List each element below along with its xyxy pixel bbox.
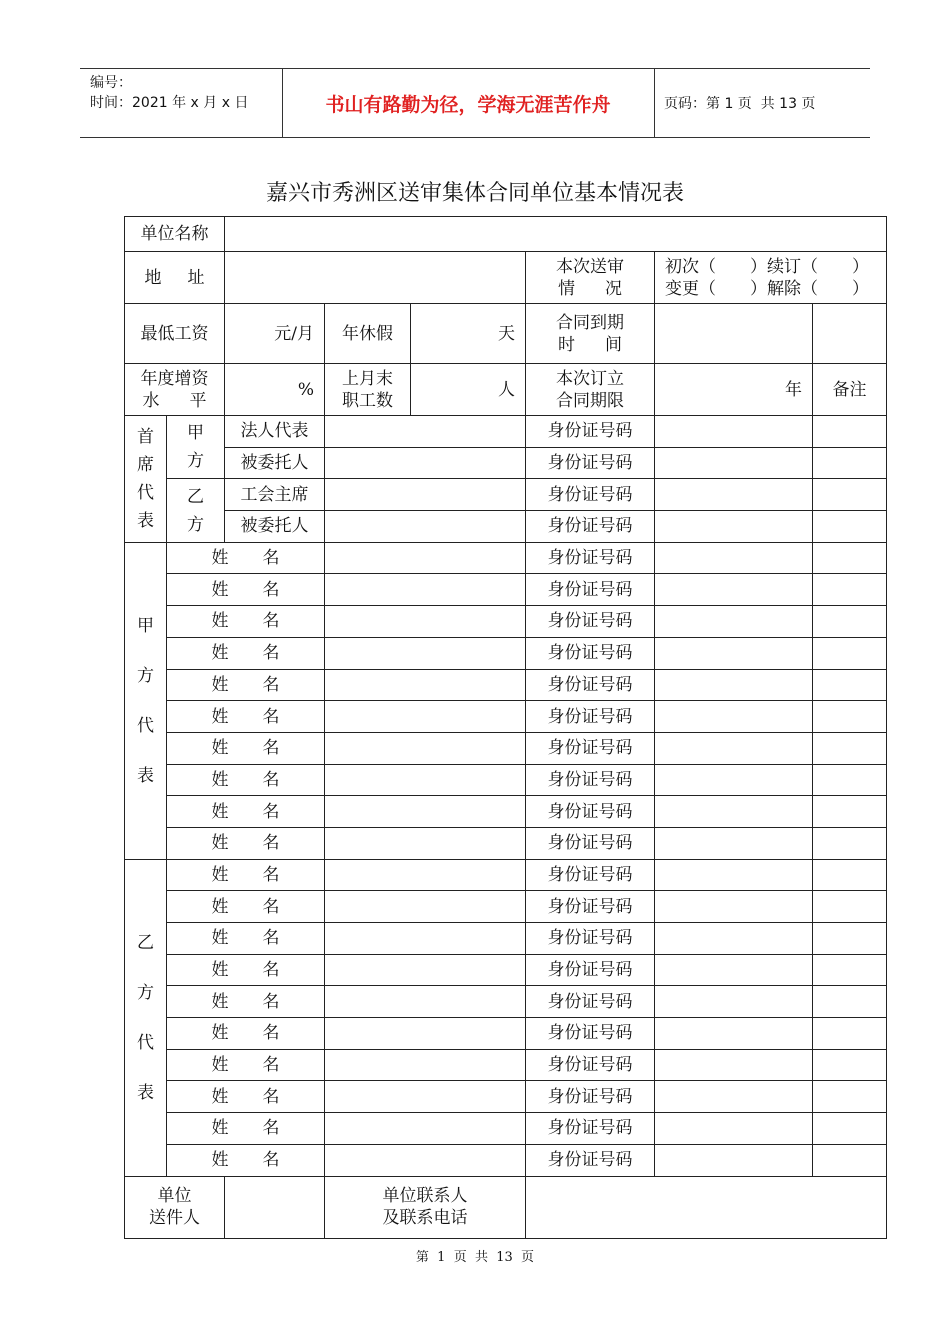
name-field[interactable] [325,954,526,986]
name-label [167,954,325,986]
table-row [125,364,887,416]
table-row [125,606,887,638]
name-label [167,1081,325,1113]
name-field[interactable] [325,1049,526,1081]
id-number-label: 身份证号码 [526,859,655,891]
name-field[interactable] [325,827,526,859]
name-label-a: 姓 [211,1150,229,1171]
id-number-field[interactable] [655,1081,813,1113]
id-number-field[interactable] [655,986,813,1018]
annual-raise-line2 [125,390,224,412]
page-title: 嘉兴市秀洲区送审集体合同单位基本情况表 [265,181,684,206]
name-field[interactable] [325,796,526,828]
name-field[interactable] [325,891,526,923]
union-chair-label: 工会主席 [225,479,325,511]
id-number-field[interactable] [655,701,813,733]
chief-rep-char: 代 [137,482,154,503]
name-field[interactable] [325,1113,526,1145]
extra-field[interactable] [813,986,887,1018]
name-label-b: 名 [262,833,280,854]
party-a-char: 方 [187,451,204,472]
name-label-a: 姓 [211,643,229,664]
name-field[interactable] [325,859,526,891]
name-label-b: 名 [262,1118,280,1139]
name-field[interactable] [325,542,526,574]
submission-status-b2: 况 [605,278,622,299]
name-label [167,1049,325,1081]
id-number-label: 身份证号码 [526,1049,655,1081]
extra-field[interactable] [813,827,887,859]
address-label-a: 地 [144,267,162,288]
party-a-char: 甲 [187,423,204,444]
extra-field[interactable] [813,542,887,574]
name-field[interactable] [325,923,526,955]
id-number-field[interactable] [655,827,813,859]
party-b-char: 方 [187,514,204,535]
name-label-b: 名 [262,643,280,664]
table-row [125,447,887,479]
remark-label: 备注 [813,364,887,416]
id-number-field[interactable] [655,732,813,764]
extra-field[interactable] [813,701,887,733]
party-b-rep-char: 表 [137,1082,154,1103]
id-number-label: 身份证号码 [526,796,655,828]
extra-field[interactable] [813,574,887,606]
id-number-field[interactable] [655,574,813,606]
contact-line2: 及联系电话 [382,1208,468,1228]
id-number-field[interactable] [655,891,813,923]
name-label-a: 姓 [211,960,229,981]
contract-term-field[interactable]: 年 [655,364,813,416]
party-a-rep-char: 代 [137,715,154,736]
name-label-a: 姓 [211,548,229,569]
contract-expiry-b1: 时 [558,334,575,355]
table-row [125,416,887,448]
name-label-a: 姓 [211,674,229,695]
name-label-b: 名 [262,896,280,917]
extra-field[interactable] [813,669,887,701]
basic-info-table [124,216,887,1239]
name-label-a: 姓 [211,1055,229,1076]
table-row [125,796,887,828]
name-label-a: 姓 [211,769,229,790]
extra-field[interactable] [813,637,887,669]
annual-leave-label: 年休假 [325,304,411,364]
legal-rep-name-field[interactable] [325,416,526,448]
table-row [125,923,887,955]
name-label [167,796,325,828]
staff-count-field[interactable]: 人 [411,364,526,416]
name-label-a: 姓 [211,896,229,917]
name-label [167,732,325,764]
party-b-char: 乙 [187,486,204,507]
table-row [125,732,887,764]
table-row [125,891,887,923]
name-label-b: 名 [262,1023,280,1044]
table-row [125,511,887,543]
table-row [125,1144,887,1176]
extra-field[interactable] [813,954,887,986]
id-number-label: 身份证号码 [526,1144,655,1176]
address-label-b: 址 [187,267,205,288]
id-number-label: 身份证号码 [526,1018,655,1050]
name-label-a: 姓 [211,833,229,854]
option-change-terminate[interactable]: 变更（ ）解除（ ） [665,278,869,299]
annual-raise-field[interactable]: % [225,364,325,416]
table-row [125,252,887,304]
document-date: 时间：2021 年 x 月 x 日 [90,95,249,111]
party-a-rep-char: 方 [137,665,154,686]
name-label [167,827,325,859]
name-label [167,542,325,574]
name-field[interactable] [325,1144,526,1176]
entrusted-label: 被委托人 [225,447,325,479]
annual-raise-b2: 平 [189,390,207,411]
extra-field[interactable] [813,416,887,448]
id-number-label: 身份证号码 [526,732,655,764]
name-label [167,606,325,638]
id-number-label: 身份证号码 [526,637,655,669]
party-b-rep-char: 方 [137,982,154,1003]
submission-status-label [526,252,655,304]
name-label-b: 名 [262,801,280,822]
entrusted-label: 被委托人 [225,511,325,543]
contract-expiry-line2 [526,334,654,356]
contract-term-line1: 本次订立 [556,368,624,389]
name-label [167,1113,325,1145]
id-number-field[interactable] [655,416,813,448]
id-number-label: 身份证号码 [526,511,655,543]
name-label-a: 姓 [211,928,229,949]
name-label-b: 名 [262,960,280,981]
extra-field[interactable] [813,479,887,511]
table-row [125,1113,887,1145]
sender-label [125,1176,225,1238]
chief-rep-char: 表 [137,510,154,531]
min-wage-field[interactable]: 元/月 [225,304,325,364]
party-a-rep-char: 甲 [137,615,154,636]
header-motto: 书山有路勤为径，学海无涯苦作舟 [325,93,611,116]
table-row [125,954,887,986]
name-label-b: 名 [262,706,280,727]
address-label [125,252,225,304]
sender-line2: 送件人 [149,1208,200,1228]
party-b-rep-char: 乙 [137,932,154,953]
extra-field[interactable] [813,1081,887,1113]
extra-field[interactable] [813,859,887,891]
name-field[interactable] [325,732,526,764]
sender-line1: 单位 [157,1186,192,1206]
chief-rep-char: 席 [137,454,154,475]
extra-field[interactable] [813,606,887,638]
name-label-b: 名 [262,611,280,632]
id-number-label: 身份证号码 [526,701,655,733]
contract-expiry-b2: 间 [605,334,622,355]
id-number-field[interactable] [655,479,813,511]
id-number-label: 身份证号码 [526,891,655,923]
party-a-rep-label [125,542,167,859]
name-label-a: 姓 [211,801,229,822]
id-number-field[interactable] [655,606,813,638]
contact-label [325,1176,526,1238]
name-label-b: 名 [262,738,280,759]
id-number-field[interactable] [655,637,813,669]
extra-field[interactable] [813,732,887,764]
table-row [125,1049,887,1081]
name-field[interactable] [325,1018,526,1050]
annual-leave-field[interactable]: 天 [411,304,526,364]
option-first-renew[interactable]: 初次（ ）续订（ ） [665,256,869,277]
extra-field[interactable] [813,1049,887,1081]
name-label-b: 名 [262,864,280,885]
id-number-field[interactable] [655,542,813,574]
contract-term-label [526,364,655,416]
annual-raise-line1: 年度增资 [140,368,209,389]
contract-expiry-line1: 合同到期 [556,312,624,333]
name-field[interactable] [325,986,526,1018]
name-label-a: 姓 [211,864,229,885]
header-page-number [664,69,815,137]
document-header [80,68,870,138]
chief-rep-label [125,416,167,543]
table-row [125,859,887,891]
name-label [167,923,325,955]
id-number-label: 身份证号码 [526,447,655,479]
name-label-a: 姓 [211,706,229,727]
name-label [167,891,325,923]
contract-expiry-label [526,304,655,364]
staff-count-line2: 职工数 [342,390,393,411]
name-label [167,859,325,891]
extra-field[interactable] [813,511,887,543]
id-number-label: 身份证号码 [526,954,655,986]
table-row [125,669,887,701]
table-row [125,479,887,511]
id-number-field[interactable] [655,447,813,479]
id-number-field[interactable] [655,669,813,701]
id-number-field[interactable] [655,859,813,891]
table-row [125,1018,887,1050]
table-row [125,1081,887,1113]
id-number-field[interactable] [655,923,813,955]
name-label [167,669,325,701]
table-row [125,542,887,574]
extra-field[interactable] [813,1018,887,1050]
party-a-rep-char: 表 [137,765,154,786]
name-label [167,701,325,733]
sender-field[interactable] [225,1176,325,1238]
table-row [125,217,887,252]
document-number: 编号： [90,75,132,91]
annual-raise-label [125,364,225,416]
id-number-field[interactable] [655,954,813,986]
name-label-b: 名 [262,769,280,790]
name-label-b: 名 [262,1086,280,1107]
id-number-label: 身份证号码 [526,669,655,701]
id-number-field[interactable] [655,1144,813,1176]
address-field[interactable] [225,252,526,304]
legal-rep-label: 法人代表 [225,416,325,448]
footer-text: 第 1 页 共 13 页 [415,1250,535,1265]
name-label-b: 名 [262,579,280,600]
id-number-field[interactable] [655,764,813,796]
id-number-label: 身份证号码 [526,986,655,1018]
id-number-label: 身份证号码 [526,606,655,638]
contact-line1: 单位联系人 [382,1186,468,1206]
min-wage-label: 最低工资 [125,304,225,364]
name-label-b: 名 [262,1055,280,1076]
table-row [125,701,887,733]
party-a-reps [125,542,887,859]
table-row [125,986,887,1018]
extra-field[interactable] [813,447,887,479]
contact-field[interactable] [526,1176,887,1238]
id-number-label: 身份证号码 [526,764,655,796]
id-number-field[interactable] [655,511,813,543]
extra-field[interactable] [813,796,887,828]
union-chair-name-field[interactable] [325,479,526,511]
header-page-label: 页码：第 1 页 共 13 页 [664,96,816,112]
name-field[interactable] [325,574,526,606]
name-label-b: 名 [262,1150,280,1171]
contract-expiry-field[interactable] [655,304,813,364]
page-footer [0,1246,950,1265]
id-number-label: 身份证号码 [526,1113,655,1145]
entrusted-name-field[interactable] [325,447,526,479]
party-b-reps [125,859,887,1176]
name-label [167,986,325,1018]
name-label [167,637,325,669]
extra-field[interactable] [813,1144,887,1176]
submission-status-line1: 本次送审 [556,256,624,277]
chief-rep-party-b [167,479,225,542]
extra-field[interactable] [813,923,887,955]
submission-status-b1: 情 [558,278,575,299]
table-row [125,574,887,606]
name-label-a: 姓 [211,611,229,632]
name-label-b: 名 [262,548,280,569]
unit-name-label: 单位名称 [125,217,225,252]
name-field[interactable] [325,637,526,669]
id-number-field[interactable] [655,1049,813,1081]
id-number-label: 身份证号码 [526,574,655,606]
contract-expiry-extra[interactable] [813,304,887,364]
id-number-label: 身份证号码 [526,1081,655,1113]
id-number-label: 身份证号码 [526,479,655,511]
chief-rep-char: 首 [137,426,154,447]
id-number-field[interactable] [655,1113,813,1145]
name-label [167,1144,325,1176]
id-number-label: 身份证号码 [526,923,655,955]
header-divider [654,69,655,137]
name-label-a: 姓 [211,1118,229,1139]
contract-term-line2: 合同期限 [556,390,624,411]
name-label-b: 名 [262,674,280,695]
table-row [125,304,887,364]
party-b-rep-char: 代 [137,1032,154,1053]
name-label-a: 姓 [211,1023,229,1044]
unit-name-field[interactable] [225,217,887,252]
name-field[interactable] [325,669,526,701]
name-label-a: 姓 [211,579,229,600]
table-row [125,1176,887,1238]
extra-field[interactable] [813,1113,887,1145]
name-label [167,764,325,796]
name-label [167,1018,325,1050]
name-label-b: 名 [262,991,280,1012]
name-field[interactable] [325,701,526,733]
table-row [125,764,887,796]
name-field[interactable] [325,1081,526,1113]
id-number-label: 身份证号码 [526,827,655,859]
chief-rep-party-a [167,416,225,479]
name-field[interactable] [325,764,526,796]
extra-field[interactable] [813,764,887,796]
id-number-field[interactable] [655,796,813,828]
staff-count-label [325,364,411,416]
submission-status-line2 [526,278,654,300]
name-label-b: 名 [262,928,280,949]
party-b-rep-label [125,859,167,1176]
staff-count-line1: 上月末 [342,368,393,389]
submission-type-options[interactable] [655,252,887,304]
table-row [125,827,887,859]
id-number-field[interactable] [655,1018,813,1050]
name-label-a: 姓 [211,738,229,759]
table-row [125,637,887,669]
name-label [167,574,325,606]
id-number-label: 身份证号码 [526,542,655,574]
name-label-a: 姓 [211,1086,229,1107]
annual-raise-b1: 水 [142,390,160,411]
entrusted-name-field[interactable] [325,511,526,543]
id-number-label: 身份证号码 [526,416,655,448]
name-label-a: 姓 [211,991,229,1012]
name-field[interactable] [325,606,526,638]
header-meta [90,73,248,113]
extra-field[interactable] [813,891,887,923]
